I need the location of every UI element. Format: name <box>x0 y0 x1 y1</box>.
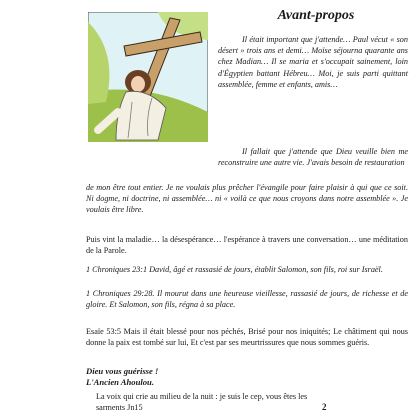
intro-continuation: Il fallait que j'attende que Dieu veuille bien me reconstruire une autre vie. J'avais besoin de restauration <box>218 147 408 168</box>
chronicles-verse-2: 1 Chroniques 29:28. Il mourut dans une heureuse vieillesse, rassasié de jours, de richesse et de gloire. Et Salomon, son fils, régna à sa place. <box>86 289 408 310</box>
intro-paragraph: Il était important que j'attende… Paul vécut « son désert » trois ans et demi… Moïse séjourna quarante ans chez Madian… Il se maria et s'occupait sainement, loin d'Égyptien battant Hébreu… Moi, je suis parti quittant assemblée, femme et enfants, amis… <box>218 35 408 89</box>
intro-continuation-full: de mon être tout entier. Je ne voulais plus prêcher l'évangile pour faire plaisir à qui que ce soit. Ni dogme, ni doctrine, ni assemblée… ni « voilà ce que nous croyons dans notre assemblée ». Je voulais être libre. <box>86 183 408 215</box>
signature: L'Ancien Ahoulou. <box>86 377 154 387</box>
blessing-line: Dieu vous guérisse ! <box>86 366 159 376</box>
page-number: 2 <box>322 402 327 412</box>
jesus-carrying-cross-illustration <box>88 12 208 142</box>
chronicles-verse-1: 1 Chroniques 23:1 David, âgé et rassasié de jours, établit Salomon, son fils, roi sur Israël. <box>86 265 383 274</box>
footer-verse: La voix qui crie au milieu de la nuit : je suis le cep, vous êtes les sarments Jn15 <box>96 392 308 412</box>
illness-paragraph: Puis vint la maladie… la désespérance… l'espérance à travers une conversation… une méditation de la Parole. <box>86 235 408 256</box>
isaiah-verse: Esaïe 53:5 Mais il était blessé pour nos péchés, Brisé pour nos iniquités; Le châtiment qui nous donne la paix est tombé sur lui, Et c'est par ses meurtrissures que nous sommes guéris. <box>86 327 408 348</box>
page-title: Avant-propos <box>277 8 355 23</box>
